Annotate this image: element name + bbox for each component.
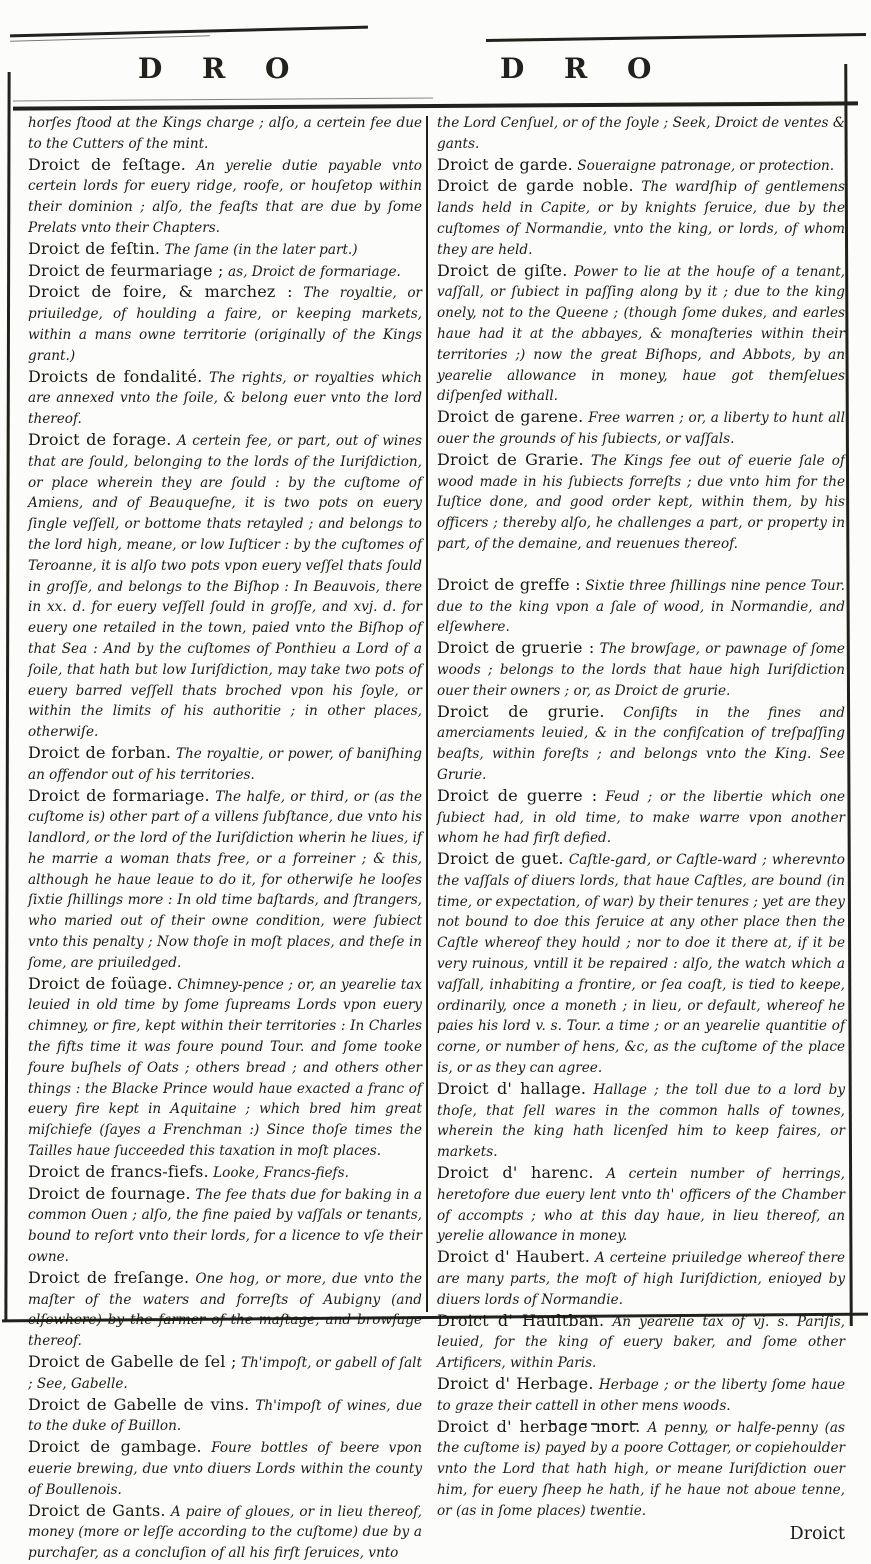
entry-headword: Droict de francs-fiefs.: [28, 1161, 209, 1181]
entry-headword: Droict d' Haubert.: [437, 1247, 591, 1267]
entry-headword: Droict de garde.: [437, 154, 573, 174]
dictionary-entry: [437, 1079, 845, 1163]
dictionary-entry: [28, 261, 422, 283]
entry-gloss: A penny, or halfe-penny (as the cuſtome is) payed by a poore Cottager, or copiehoulder vnto the Lord that hath high, or meane Iuriſdiction ouer him, for euery ſheep he hath, if he haue not aboue tenne, or (as in ſome places) twentie.: [437, 1419, 846, 1519]
entry-gloss: One hog, or more, due vnto the maſter of the waters and forreſts of Aubigny (and elſewhere) by the farmer of the maſtage, and browſage thereof.: [28, 1270, 422, 1350]
dictionary-entry: [437, 849, 845, 1079]
entry-headword: Droict de grurie.: [437, 701, 605, 721]
dictionary-entry: [28, 282, 422, 366]
entry-gloss: A certein number of herrings, heretofore due euery lent vnto th' officers of the Chamber of accompts ; who at this day haue, in lieu thereof, an yerelie allowance in money.: [437, 1166, 845, 1245]
entry-headword: Droict de gruerie :: [437, 638, 595, 658]
entry-headword: Droict de foüage.: [28, 973, 173, 993]
entry-gloss: The Kings fee out of euerie ſale of wood made in his ſubiects forreſts ; due vnto him for the Iuſtice done, and good order kept, within them, by his officers ; thereby alſo, he challenges a part, or property in part, of the demaine, and reuenues thereof.: [437, 452, 845, 552]
dictionary-entry: [437, 261, 845, 408]
entry-gloss: Foure bottles of beere vpon euerie brewing, due vnto diuers Lords within the county of Boullenois.: [28, 1440, 422, 1498]
entry-gloss: Conſiſts in the fines and amerciaments leuied, & in the confiſcation of treſpaſſing beaſts, within foreſts ; and belongs vnto the King. See Grurie.: [437, 704, 845, 783]
entry-headword: Droict d' herbage mort.: [437, 1416, 641, 1436]
dictionary-entry: [28, 430, 422, 743]
dictionary-entry: [437, 702, 845, 786]
entry-gloss: the Lord Cenſuel, or of the ſoyle ; Seek, Droict de ventes & gants.: [437, 115, 845, 152]
dictionary-entry: [437, 1417, 845, 1522]
entry-headword: Droict de giſte.: [437, 260, 568, 280]
dictionary-entry: [437, 176, 845, 260]
entry-gloss: An yerelie dutie payable vnto certein lords for euery ridge, roofe, or houſetop within their dominion ; alſo, the feaſts that are due by ſome Prelats vnto their Chapters.: [28, 157, 422, 236]
entry-headword: Droict de garene.: [437, 407, 584, 427]
dictionary-entry: [437, 407, 845, 450]
dictionary-entry: [437, 1311, 845, 1374]
entry-headword: Droict de feſtage.: [28, 154, 187, 174]
dictionary-entry: [28, 1268, 422, 1352]
entry-gloss: A paire of gloues, or in lieu thereof, money (more or leſſe according to the cuſtome) due by a purchaſer, as a concluſion of all his firſt ſeruices, vnto: [28, 1503, 422, 1562]
entry-gloss: The royaltie, or priuiledge, of houlding a faire, or keeping markets, within a mans owne territorie (originally of the Kings grant.): [28, 285, 423, 364]
entry-gloss: The rights, or royalties which are annexed vnto the ſoile, & belong euer vnto the lord thereof.: [28, 369, 422, 428]
dictionary-entry: [437, 1374, 845, 1417]
entry-headword: Droict d' Herbage.: [437, 1374, 594, 1394]
dictionary-entry: [437, 450, 845, 555]
entry-headword: Droict de guet.: [437, 849, 564, 869]
right-column: [437, 113, 845, 1544]
entry-continuation: [437, 113, 845, 155]
entry-headword: Droict de Gants.: [28, 1500, 166, 1520]
entry-gloss: The ſame (in the later part.): [164, 241, 358, 258]
entry-gloss: The royaltie, or power, of baniſhing an offendor out of his territories.: [28, 745, 422, 783]
entry-gloss: Power to lie at the houſe of a tenant, vaſſall, or ſubiect in paſſing along by it ; due to the king onely, not to the Queene ; (though ſome dukes, and earles haue had it at the abbayes, & monaſteries within their territories ;) now the great Biſhops, and Abbots, by an yearelie allowance in money, haue got themſelues diſpenſed withall.: [437, 263, 845, 405]
entry-headword: Droict de garde noble.: [437, 176, 634, 196]
dictionary-entry: [437, 1163, 845, 1247]
entry-headword: Droict d' harenc.: [437, 1163, 594, 1183]
entry-gloss: as, Droict de formariage.: [227, 263, 401, 280]
entry-gloss: Herbage ; or the liberty ſome haue to graze their cattell in other mens woods.: [437, 1377, 845, 1414]
entry-headword: Droict d' hallage.: [437, 1078, 587, 1098]
dictionary-entry: [28, 155, 422, 239]
dictionary-entry: [437, 786, 845, 849]
dictionary-entry: [28, 786, 422, 974]
entry-gloss: Sixtie three ſhillings nine pence Tour. due to the king vpon a ſale of wood, in Normandie, and elſewhere.: [437, 577, 845, 636]
dictionary-entry: [28, 1395, 422, 1438]
entry-gloss: Chimney-pence ; or, an yearelie tax leuied in old time by ſome ſupreams Lords vpon euery chimney, or fire, kept within their territories : In Charles the fifts time it was foure pound Tour. and ſome tooke foure buſhels of Oats ; others bread ; and others other things : the Blacke Prince would haue exacted a franc of euery fire kept in Aquitaine ; which bred him great miſchiefe (ſayes a Frenchman :) Since thoſe times the Tailles haue ſucceeded this taxation in moſt places.: [28, 976, 422, 1160]
dictionary-entry: [437, 575, 845, 638]
entry-gloss: Hallage ; the toll due to a lord by thoſe, that ſell wares in the common halls of townes, wherein the king hath licenſed him to keep faires, or markets.: [437, 1081, 846, 1161]
entry-headword: Droict de greffe :: [437, 574, 581, 594]
left-column: [28, 113, 422, 1564]
entry-gloss: The wardſhip of gentlemens lands held in Capite, or by knights ſeruice, due by the cuſtomes of Normandie, vnto the king, or lords, of whom they are held.: [437, 179, 846, 258]
dictionary-entry: [28, 1162, 422, 1184]
catchword: Droict: [789, 1523, 845, 1544]
header-rule-echo: [13, 98, 433, 102]
dictionary-entry: [437, 155, 845, 177]
entry-gloss: Caſtle-gard, or Caſtle-ward ; wherevnto the vaſſals of diuers lords, that haue Caſtles, are bound (in time, or expectation, of war) by their tenures ; yet are they not bound to doe this ſeruice at any other place then the Caſtle whereof they hould ; nor to doe it there at, if it be very ruinous, vntill it be repaired : alſo, the watch which a vaſſall, inhabiting a frontire, or ſea coaſt, is tied to keepe, ordinarily, once a moneth ; in lieu, or default, whereof he paies his lord v. s. Tour. a time ; or an yearelie quantitie of corne, or number of hens, &c, as the cuſtome of the place is, or as they can agree.: [437, 852, 845, 1077]
dictionary-entry: [437, 638, 845, 701]
entry-gloss: The fee thats due for baking in a common Ouen ; alſo, the fine paied by vaſſals or tenants, bound to reſort vnto their lords, for a licence to vſe their owne.: [28, 1186, 422, 1266]
entry-gloss: horſes ſtood at the Kings charge ; alſo, a certein fee due to the Cutters of the mint.: [28, 115, 422, 152]
entry-gloss: A certein fee, or part, out of wines that are ſould, belonging to the lords of the Iuriſdiction, or place wherein they are ſould : by the cuſtome of Amiens, and of Beauqueſne, it is two pots on euery ſingle veſſell, or bottome thats retayled ; and belongs to the lord high, meane, or low Iuſticer : by the cuſtomes of Teroanne, it is alſo two pots vpon euery veſſel thats ſould in groſſe, and belongs to the Biſhop : In Beauvois, there in xx. d. for euery veſſell ſould in groſſe, and xvj. d. for euery one retailed in the town, paied vnto the Biſhop of that Sea : And by the cuſtomes of Ponthieu a Lord of a ſoile, that hath but low Iuriſdiction, may take two pots of euery barred veſſell thats broched vpon his ſoyle, or within the limits of his authoritie ; in other places, otherwiſe.: [28, 432, 422, 741]
dictionary-entry: [28, 1184, 422, 1268]
dictionary-entry: [28, 1352, 422, 1395]
entry-gloss: Th'impoſt, or gabell of ſalt ; See, Gabelle.: [28, 1355, 422, 1392]
entry-headword: Droicts de fondalité.: [28, 366, 203, 386]
entry-headword: Droict de Gabelle de ſel ;: [28, 1352, 237, 1372]
dictionary-entry: [28, 974, 422, 1162]
entry-gloss: Soueraigne patronage, or protection.: [577, 157, 835, 174]
entry-gloss: Looke, Francs-fiefs.: [213, 1164, 349, 1181]
entry-headword: Droict de foire, & marchez :: [28, 282, 293, 302]
entry-gloss: An yearelie tax of vj. s. Pariſis, leuied, for the king of euery baker, and ſome other Artificers, within Paris.: [437, 1313, 845, 1372]
entry-headword: Droict de forban.: [28, 742, 172, 762]
entry-headword: Droict de Grarie.: [437, 449, 584, 469]
entry-headword: Droict de guerre :: [437, 785, 598, 805]
entry-gloss: A certeine priuiledge whereof there are many parts, the moſt of high Iuriſdiction, enioyed by diuers lords of Normandie.: [437, 1250, 846, 1308]
dictionary-entry: [28, 743, 422, 786]
dictionary-entry: [28, 239, 422, 261]
entry-headword: Droict de feurmariage ;: [28, 260, 224, 280]
entry-headword: Droict de Gabelle de vins.: [28, 1394, 250, 1414]
entry-gloss: Th'impoſt of wines, due to the duke of Buillon.: [28, 1397, 422, 1435]
running-head-right: D R O: [500, 52, 667, 85]
entry-gloss: The browſage, or pawnage of ſome woods ; belongs to the lords that haue high Iuriſdiction ouer their owners ; or, as Droict de grurie.: [437, 641, 845, 699]
entry-gloss: The halfe, or third, or (as the cuſtome is) other part of a villens ſubſtance, due vnto his landlord, or the lord of the Iuriſdiction wherin he liues, if he marrie a woman thats free, or a forreiner ; & this, although he haue leaue to do it, for otherwiſe he looſes ſixtie ſhillings more : In old time baſtards, and ſtrangers, who maried out of their owne condition, were ſubiect vnto this penalty ; Now thoſe in moſt places, and theſe in ſome, are priuiledged.: [28, 788, 422, 971]
entry-headword: Droict de forage.: [28, 429, 172, 449]
entry-gloss: Free warren ; or, a liberty to hunt all ouer the grounds of his ſubiects, or vaſſals.: [437, 410, 845, 447]
entry-gloss: Feud ; or the libertie which one ſubiect had, in old time, to make warre vpon another whom he had firſt defied.: [437, 788, 846, 847]
entry-headword: Droict de freſange.: [28, 1267, 190, 1287]
entry-headword: Droict de formariage.: [28, 785, 210, 805]
header-rule: [13, 101, 858, 110]
entry-headword: Droict de gambage.: [28, 1437, 202, 1457]
column-divider: [426, 116, 428, 1312]
entry-headword: Droict de fournage.: [28, 1183, 191, 1203]
entry-headword: Droict de feſtin.: [28, 238, 161, 258]
page-border-right: [844, 64, 853, 1326]
dictionary-entry: [28, 1437, 422, 1500]
running-head-left: D R O: [138, 52, 305, 85]
top-border-rule-right: [486, 33, 866, 42]
dictionary-entry: [437, 1247, 845, 1310]
entry-continuation: [28, 113, 422, 155]
dictionary-entry: [28, 367, 422, 430]
dictionary-entry: [28, 1501, 422, 1564]
page-border-left: [4, 72, 10, 1322]
entry-headword: Droict d' Haultban.: [437, 1310, 605, 1330]
